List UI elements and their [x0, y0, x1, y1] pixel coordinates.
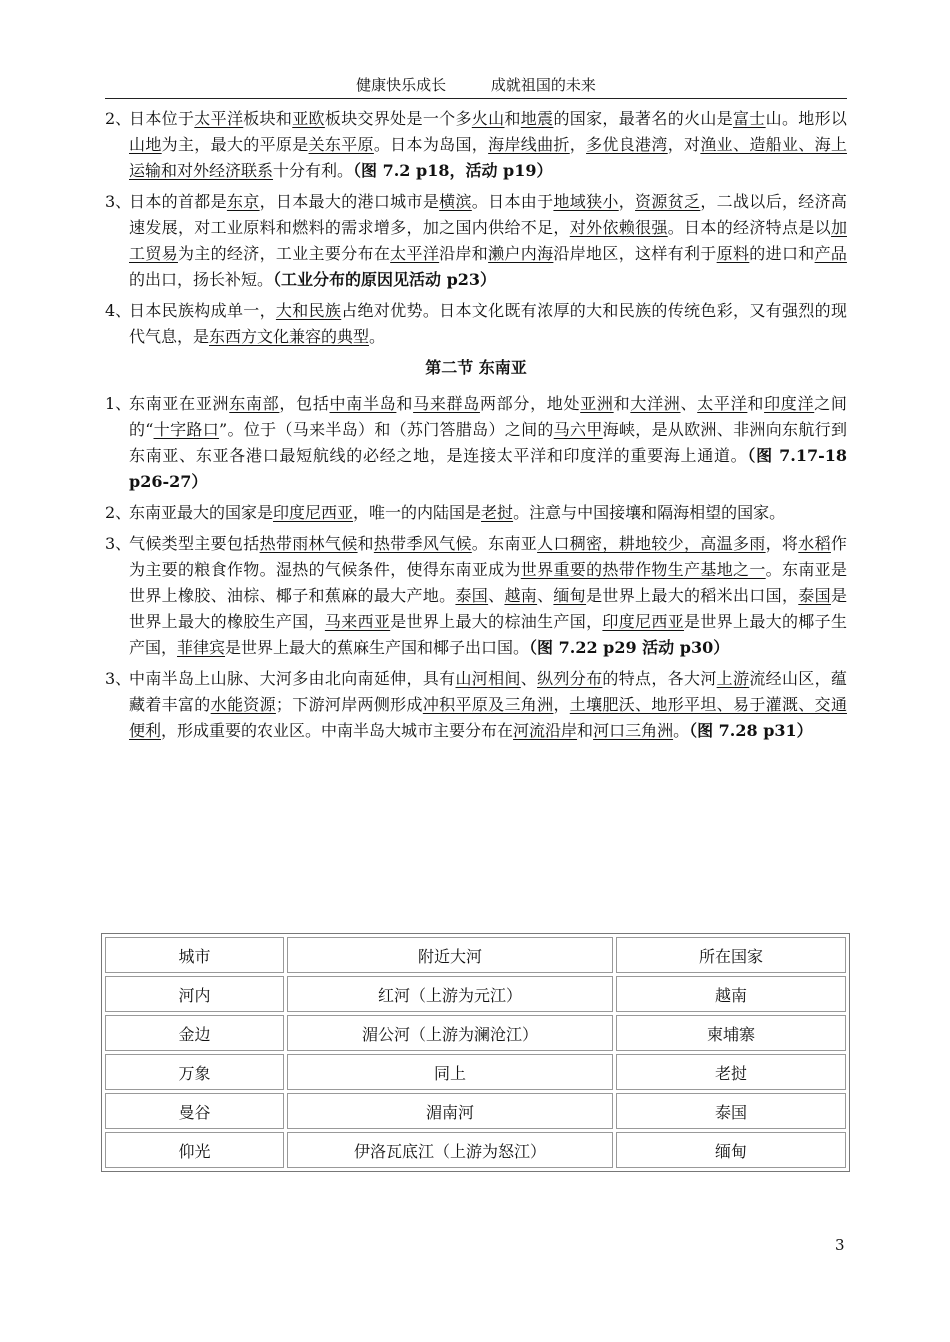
table-cell: 湄公河（上游为澜沧江）: [287, 1015, 613, 1051]
key-term: 东南部: [229, 394, 280, 413]
text-run: 。日本的经济特点是以: [667, 218, 831, 237]
key-term: 火山: [471, 109, 505, 128]
key-term: 富士: [732, 109, 766, 128]
list-item: [105, 189, 847, 293]
text-run: 中南半岛上山脉、大河多由北向南延伸，具有: [129, 669, 456, 688]
key-term: 地域狭小: [553, 192, 619, 211]
text-run: 和: [396, 394, 414, 413]
figure-reference: （工业分布的原因见活动 p23）: [273, 270, 497, 289]
table-cell: 河内: [105, 976, 284, 1012]
table-row: [105, 976, 846, 1012]
list-item: [105, 106, 847, 184]
text-run: 、: [520, 669, 538, 688]
text-run: 为主的经济，工业主要分布在: [177, 244, 391, 263]
key-term: 上游: [716, 669, 750, 688]
text-run: 。: [673, 721, 690, 740]
key-term: 资源贫乏: [635, 192, 701, 211]
key-term: 产品: [814, 244, 847, 263]
text-run: 。东南亚: [471, 534, 538, 553]
city-river-table: [101, 933, 850, 1172]
text-run: 流经山区，蕴藏着丰富的: [129, 669, 847, 714]
list-item-number: 3、: [105, 534, 132, 553]
key-term: 加工贸易: [129, 218, 847, 263]
text-run: 的特点，各大河: [602, 669, 717, 688]
key-term: 马六甲: [553, 420, 603, 439]
key-term: 越南: [504, 586, 538, 605]
key-term: 东西方文化兼容的典型: [209, 327, 370, 346]
key-term: 泰国: [798, 586, 831, 605]
text-run: 是世界上最大的橡胶生产国，: [129, 586, 847, 631]
list-item-number: 2、: [105, 503, 132, 522]
text-run: ，将: [765, 534, 799, 553]
text-run: 为主，最大的平原是: [161, 135, 309, 154]
key-term: 原料: [716, 244, 750, 263]
list-item-number: 2、: [105, 109, 132, 128]
list-item-number: 3、: [105, 669, 132, 688]
table-header-row: [105, 937, 846, 973]
text-run: 日本民族构成单一，: [129, 301, 276, 320]
text-run: 和: [577, 721, 594, 740]
table-cell: 仰光: [105, 1132, 284, 1168]
key-term: 老挝: [481, 503, 514, 522]
list-item: [105, 298, 847, 350]
text-run: ，唯一的内陆国是: [353, 503, 482, 522]
key-term: 太平洋: [390, 244, 440, 263]
table-cell: 红河（上游为元江）: [287, 976, 613, 1012]
text-run: 、: [488, 586, 505, 605]
key-term: 印度洋: [764, 394, 815, 413]
text-run: 气候类型主要包括: [129, 534, 260, 553]
key-term: 中南半岛: [329, 394, 397, 413]
key-term: 关东平原: [308, 135, 374, 154]
list-item-number: 3、: [105, 192, 132, 211]
key-term: 大和民族: [275, 301, 342, 320]
text-run: 和: [504, 109, 521, 128]
key-term: 菲律宾: [177, 638, 226, 657]
key-term: 世界重要的热带作物生产基地之一: [520, 560, 766, 579]
text-run: 日本位于: [129, 109, 195, 128]
table-cell: 泰国: [616, 1093, 846, 1129]
key-term: 马来西亚: [324, 612, 391, 631]
section-southeast-asia-items: [105, 391, 847, 744]
list-item: [105, 666, 847, 744]
text-run: 。注意与中国接壤和隔海相望的国家。: [513, 503, 786, 522]
figure-reference: （图 7.17-18 p26-27）: [129, 446, 847, 491]
table-row: [105, 1054, 846, 1090]
table-cell: 缅甸: [616, 1132, 846, 1168]
text-run: 作为主要的粮食作物。湿热的气候条件，使得东南亚成为: [129, 534, 847, 579]
key-term: 太平洋: [194, 109, 244, 128]
text-run: ，二战以后，经济高速发展，对工业原料和燃料的需求增多，加之国内供给不足，: [129, 192, 847, 237]
figure-reference: （图 7.28 p31）: [689, 721, 813, 740]
table-cell: 金边: [105, 1015, 284, 1051]
section-japan-items: [105, 106, 847, 350]
key-term: 对外依赖很强: [569, 218, 668, 237]
text-run: 和: [357, 534, 374, 553]
table-row: [105, 1132, 846, 1168]
text-run: 东南亚在亚洲: [129, 394, 230, 413]
text-run: 之间的“: [129, 394, 847, 439]
key-term: 横滨: [439, 192, 472, 211]
key-term: 人口稠密，耕地较少，高温多雨: [537, 534, 766, 553]
text-run: ，: [569, 135, 587, 154]
text-run: ，: [553, 695, 570, 714]
table-cell: 万象: [105, 1054, 284, 1090]
key-term: 山河相间: [455, 669, 521, 688]
key-term: 水稻: [798, 534, 831, 553]
key-term: 马来群岛: [413, 394, 480, 413]
figure-reference: （图 7.22 p29 活动 p30）: [529, 638, 730, 657]
text-run: 十分有利。: [273, 161, 354, 180]
key-term: 土壤肥沃、地形平坦、易于灌溉、交通便利: [129, 695, 847, 740]
table-row: [105, 1093, 846, 1129]
text-run: 沿岸地区，这样有利于: [553, 244, 717, 263]
text-run: 。东南亚是世界上橡胶、油棕、椰子和蕉麻的最大产地。: [129, 560, 847, 605]
key-term: 濑户内海: [488, 244, 554, 263]
text-run: 和: [747, 394, 765, 413]
text-run: 海峡，是从欧洲、非洲向东航行到东南亚、东亚各港口最短航线的必经之地，是连接太平洋和印度洋的重要海上通道。: [129, 420, 847, 465]
text-run: 的国家，最著名的火山是: [553, 109, 733, 128]
figure-reference: （图 7.2 p18，活动 p19）: [353, 161, 553, 180]
text-run: 、: [680, 394, 698, 413]
table-cell: 曼谷: [105, 1093, 284, 1129]
text-run: 是世界上最大的椰子生产国，: [129, 612, 847, 657]
key-term: 热带雨林气候: [259, 534, 358, 553]
key-term: 太平洋: [697, 394, 748, 413]
text-run: 板块交界处是一个多: [324, 109, 472, 128]
key-term: 东京: [226, 192, 260, 211]
text-run: 和: [613, 394, 631, 413]
document-body: [105, 106, 847, 749]
text-run: 是世界上最大的稻米出口国，: [586, 586, 799, 605]
table-cell: 柬埔寨: [616, 1015, 846, 1051]
text-run: ，形成重要的农业区。中南半岛大城市主要分布在: [161, 721, 514, 740]
text-run: 两部分，地处: [479, 394, 581, 413]
key-term: 河流沿岸: [513, 721, 578, 740]
key-term: 渔业、造船业、海上运输和对外经济联系: [129, 135, 847, 180]
text-run: 。日本由于: [471, 192, 554, 211]
text-run: 山。地形以: [765, 109, 847, 128]
text-run: ，包括: [279, 394, 330, 413]
key-term: 纵列分布: [537, 669, 603, 688]
table-header-cell: 城市: [105, 937, 284, 973]
text-run: 是世界上最大的蕉麻生产国和椰子出口国。: [225, 638, 530, 657]
key-term: 河口三角洲: [593, 721, 674, 740]
table-cell: 老挝: [616, 1054, 846, 1090]
key-term: 水能资源: [210, 695, 276, 714]
table-row: [105, 1015, 846, 1051]
text-run: 占绝对优势。日本文化既有浓厚的大和民族的传统色彩，又有强烈的现代气息，是: [129, 301, 847, 346]
text-run: ，: [618, 192, 636, 211]
text-run: 、: [537, 586, 554, 605]
key-term: 印度尼西亚: [273, 503, 354, 522]
list-item: [105, 531, 847, 661]
page-number: 3: [835, 1236, 845, 1254]
text-run: 日本的首都是: [129, 192, 227, 211]
table-cell: 湄南河: [287, 1093, 613, 1129]
text-run: 板块和: [243, 109, 293, 128]
table-cell: 同上: [287, 1054, 613, 1090]
text-run: 沿岸和: [439, 244, 489, 263]
page-header: [105, 74, 847, 99]
text-run: 的进口和: [749, 244, 815, 263]
key-term: 冲积平原及三角洲: [422, 695, 554, 714]
text-run: ，对: [667, 135, 701, 154]
key-term: 亚欧: [292, 109, 325, 128]
header-left-text: 健康快乐成长: [356, 76, 447, 94]
table-cell: 伊洛瓦底江（上游为怒江）: [287, 1132, 613, 1168]
list-item-number: 1、: [105, 394, 132, 413]
key-term: 大洋洲: [630, 394, 681, 413]
list-item: [105, 500, 847, 526]
key-term: 山地: [129, 135, 162, 154]
table-header-cell: 附近大河: [287, 937, 613, 973]
text-run: 的出口，扬长补短。: [129, 270, 274, 289]
key-term: 印度尼西亚: [602, 612, 685, 631]
key-term: 十字路口: [153, 420, 220, 439]
text-run: 。: [369, 327, 386, 346]
text-run: 。日本为岛国，: [373, 135, 489, 154]
list-item: [105, 391, 847, 495]
text-run: ；下游河岸两侧形成: [275, 695, 423, 714]
text-run: ，日本最大的港口城市是: [259, 192, 440, 211]
key-term: 泰国: [455, 586, 489, 605]
key-term: 多优良港湾: [586, 135, 668, 154]
table-cell: 越南: [616, 976, 846, 1012]
header-right-text: 成就祖国的未来: [490, 76, 596, 94]
text-run: 东南亚最大的国家是: [129, 503, 274, 522]
key-term: 地震: [520, 109, 554, 128]
text-run: 是世界上最大的棕油生产国，: [390, 612, 603, 631]
section-title: 第二节 东南亚: [425, 358, 527, 377]
key-term: 热带季风气候: [373, 534, 472, 553]
table-header-cell: 所在国家: [616, 937, 846, 973]
key-term: 亚洲: [580, 394, 614, 413]
text-run: ”。位于（马来半岛）和（苏门答腊岛）之间的: [219, 420, 554, 439]
key-term: 海岸线曲折: [488, 135, 570, 154]
key-term: 缅甸: [553, 586, 587, 605]
list-item-number: 4、: [105, 301, 132, 320]
